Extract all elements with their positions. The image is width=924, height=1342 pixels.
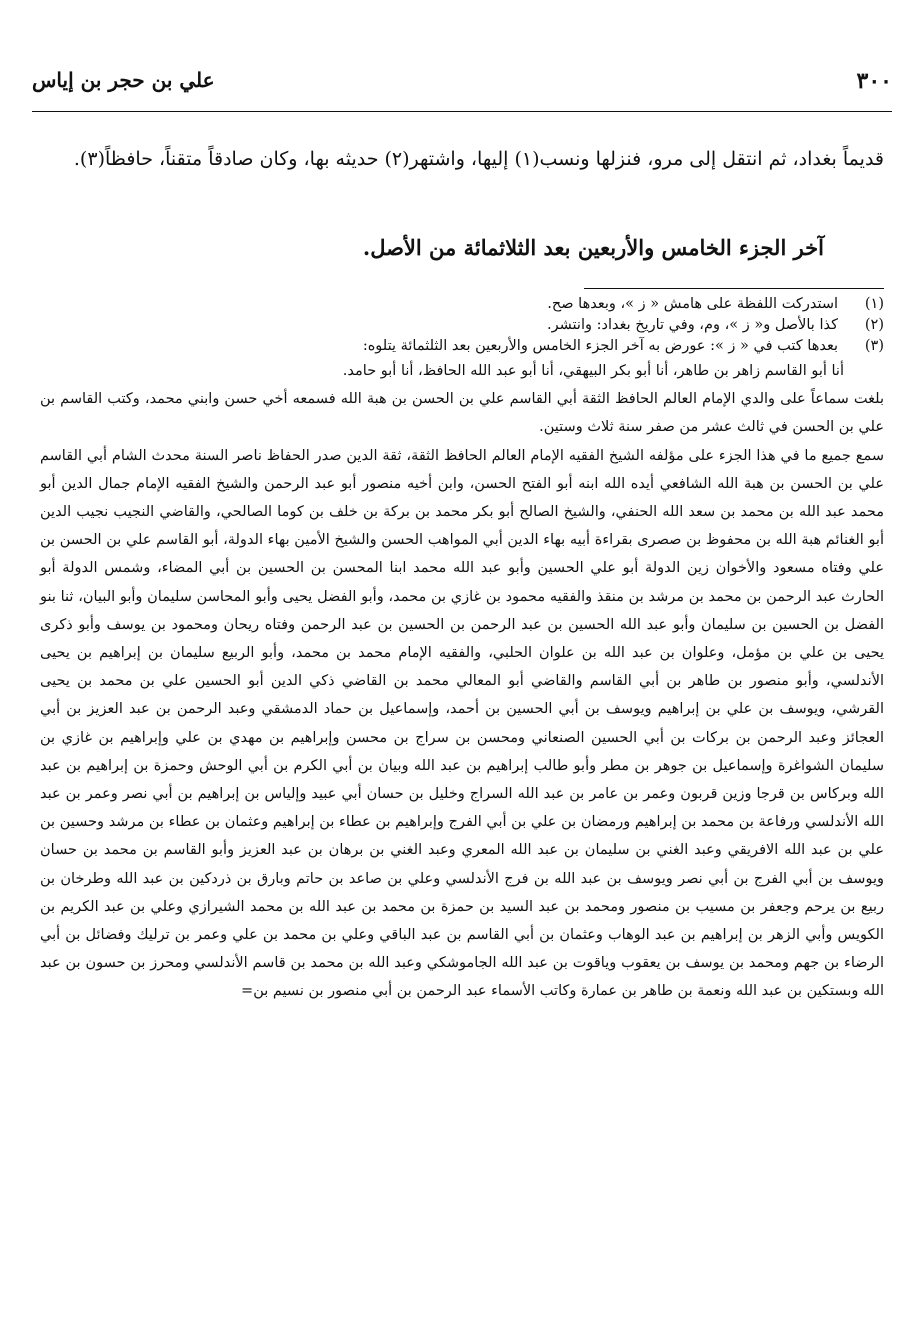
header-rule — [32, 111, 892, 112]
footnote-number: (٢) — [864, 317, 884, 333]
footnote-text: كذا بالأصل و« ز »، وم، وفي تاريخ بغداد: وانتشر. — [547, 317, 838, 333]
footnote-3 — [40, 336, 884, 357]
footnote-number: (٣) — [864, 338, 884, 354]
footnote-text: بعدها كتب في « ز »: عورض به آخر الجزء الخامس والأربعين بعد الثلثمائة يتلوه: — [362, 338, 838, 354]
footnote-text: استدركت اللفظة على هامش « ز »، وبعدها صح. — [547, 296, 838, 312]
footnote-3-continuation — [40, 357, 884, 1006]
page-number: ٣٠٠ — [856, 68, 892, 94]
footnote-paragraph: أنا أبو القاسم زاهر بن طاهر، أنا أبو بكر البيهقي، أنا أبو عبد الله الحافظ، أنا أبو حامد. — [342, 363, 844, 379]
footnote-2 — [40, 315, 884, 336]
footnotes — [40, 294, 884, 1006]
section-end-note: آخر الجزء الخامس والأربعين بعد الثلاثمائة من الأصل. — [362, 235, 824, 260]
main-text: قديماً بغداد، ثم انتقل إلى مرو، فنزلها ونسب(١) إليها، واشتهر(٢) حديثه بها، وكان صادقاً متقناً، حافظاً(٣). — [73, 148, 884, 170]
page-header — [32, 68, 892, 108]
running-title: علي بن حجر بن إياس — [32, 68, 215, 92]
footnote-1 — [40, 294, 884, 315]
footnote-paragraph: بلغت سماعاً على والدي الإمام العالم الحافظ الثقة أبي القاسم علي بن الحسن بن هبة الله فسمعه أخي حسن وابني محمد، وكتب القاسم بن علي بن الحسن في ثالث عشر من صفر سنة ثلاث وستين. — [40, 391, 884, 436]
footnote-number: (١) — [864, 296, 884, 312]
footnote-rule — [584, 288, 884, 289]
footnote-paragraph: سمع جميع ما في هذا الجزء على مؤلفه الشيخ الفقيه الإمام العالم الحافظ الثقة، ثقة الدين صدر الحفاظ ناصر السنة محدث الشام أبي القاسم علي بن الحسن بن هبة الله الشافعي أيده الله ابنه أبو الفتح الحسن، وابن أخيه منصور أبو عبد الرحمن والشيخ الفقيه الإمام جمال الدين أبو محمد عبد الله بن محمد بن سعد الله الحنفي، والشيخ الصالح أبو بكر محمد بن بركة بن خلف بن كوما الصالحي، والقاضي النجيب نجيب الدين أبو الغنائم هبة الله بن محفوظ بن صصرى بقراءة أبيه بهاء الدين أبي المواهب الحسن والشيخ الأمين بهاء الدولة، أبو القاسم علي بن الحسن بن علي وفتاه مسعود والأخوان زين الدولة أبو علي الحسين وأبو عبد الله محمد ابنا المحسن بن الحسين بن أبي المضاء، وشمس الدولة أبو الحارث عبد الرحمن بن محمد بن مرشد بن منقذ والفقيه محمود بن غازي بن محمد، وأبو الفضل يحيى وأبو المحاسن سليمان وأبو البيان، ثنا بنو الفضل بن الحسين بن سليمان وأبو عبد الله الحسين بن عبد الرحمن بن الحسين بن عبد الرحمن وفتاه ريحان ومحمود بن يوسف وأبو ذكرى يحيى بن علي بن مؤمل، وعلوان بن عبد الله بن علوان الحلبي، والفقيه الإمام محمد بن محمد، وأبو الربيع سليمان بن إبراهيم بن يحيى الأندلسي، وأبو منصور بن طاهر بن أبي القاسم والقاضي أبو المعالي محمد بن القاضي ذكي الدين أبو الحسين علي بن محمد بن يحيى القرشي، ويوسف بن علي بن إبراهيم ويوسف بن أبي الحسين بن أحمد، وإسماعيل بن حماد الدمشقي وعبد الرحمن بن عبد العزيز بن أبي العجائز وعبد الرحمن بن بركات بن أبي الحسين الصنعاني ومحسن بن سراج بن محسن وإبراهيم بن مهدي بن علي وإبراهيم بن غازي بن سليمان الشواغرة وإسماعيل بن جوهر بن مطر وأبو طالب إبراهيم بن عبد الله وبيان بن أبي الكرم بن أبي الوحش وحمزة بن إبراهيم بن عبد الله وبركاس بن قرجا وزين قربون وعمر بن عامر بن عبد الله السراج وخليل بن حسان أبي عبيد وإلياس بن إبراهيم بن أبي نصر وعمر بن عبد الله الأندلسي ورفاعة بن محمد بن إبراهيم ورمضان بن علي بن أبي الفرج وإبراهيم بن عطاء بن إبراهيم وعثمان بن عطاء بن مرشد وحسين بن علي بن عبد الله الافريقي وعبد الغني بن سليمان بن عبد الله المعري وعبد الغني بن برهان بن عبد العزيز وأبو القاسم بن محمد بن حسان ويوسف بن أبي الفرج بن أبي نصر ويوسف بن عبد الله بن فرج الأندلسي وعلي بن صاعد بن حاتم وبارق بن ذردكين بن عبد الله وطرخان بن ربيع بن يرحم وجعفر بن مسيب بن منصور ومحمد بن عبد السيد بن حمزة بن محمد بن عبد الله بن محمد الشيرازي وعلي بن عبد الكريم بن الكويس وأبي الزهر بن إبراهيم بن عبد الوهاب وعثمان بن أبي القاسم بن عبد الباقي وعلي بن محمد بن علي وعمر بن ترليك وفضائل بن أبي الرضاء بن جهم ومحمد بن يوسف بن يعقوب وياقوت بن عبد الله الجاموشكي وعبد الله بن محمد بن قاسم الأندلسي ومحرز بن حسون بن عبد الله وبستكين بن عبد الله ونعمة بن طاهر بن عمارة وكاتب الأسماء عبد الرحمن بن أبي منصور بن نسيم بن= — [40, 447, 884, 1000]
